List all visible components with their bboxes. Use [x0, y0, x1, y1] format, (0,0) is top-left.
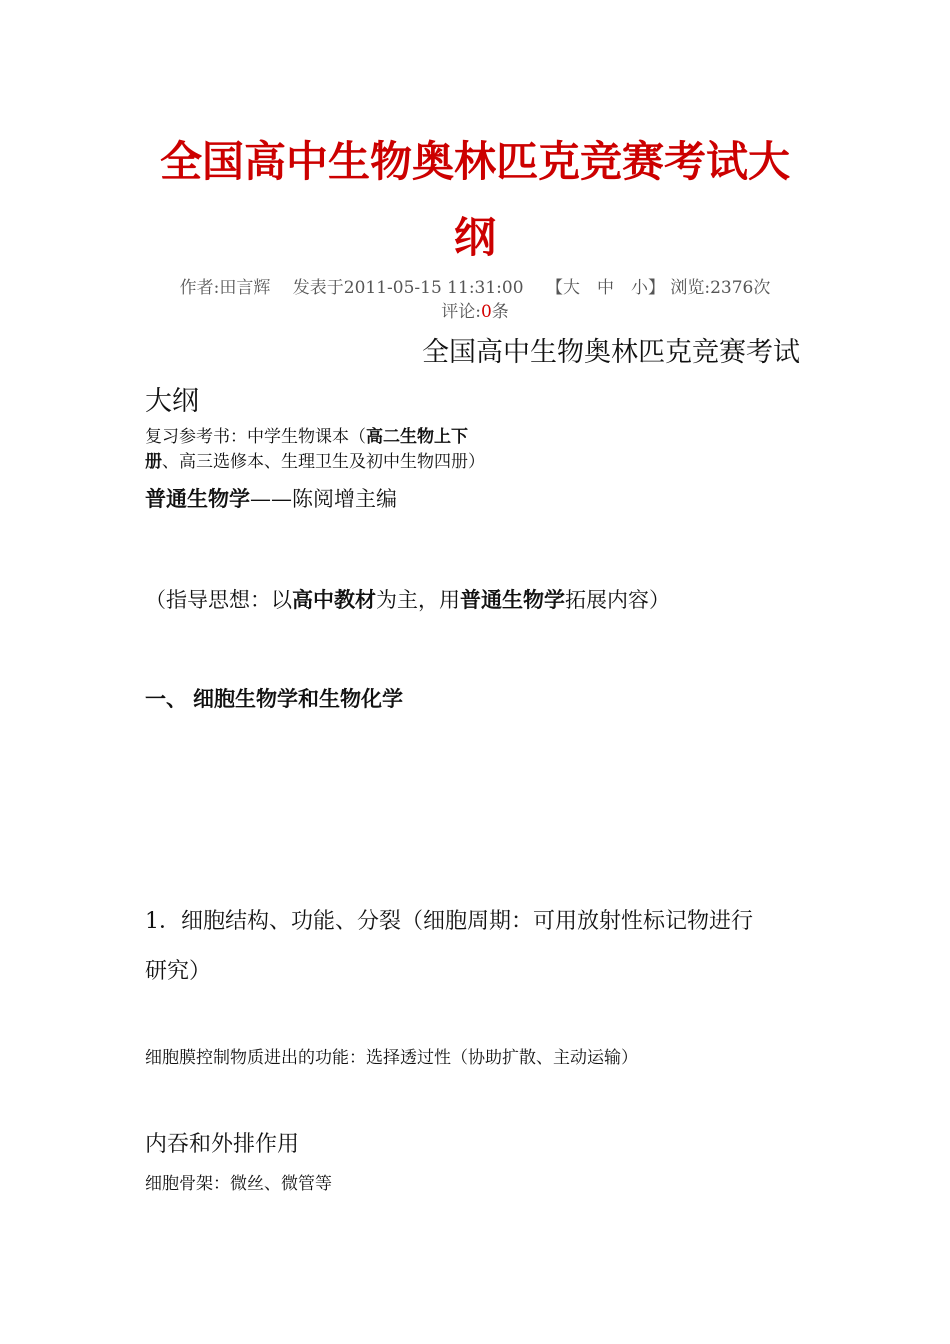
item1-line2: 研究）	[145, 959, 212, 984]
guideline	[145, 586, 670, 614]
guideline-part3: 拓展内容）	[565, 588, 670, 612]
comments-unit: 条	[491, 302, 509, 322]
item1-line1: 1．细胞结构、功能、分裂（细胞周期：可用放射性标记物进行	[145, 909, 753, 934]
reference-suffix: 、高三选修本、生理卫生及初中生物四册）	[162, 452, 485, 472]
cytoskeleton: 细胞骨架：微丝、微管等	[145, 1174, 332, 1194]
article-comments	[0, 300, 950, 324]
meta-published: 发表于2011-05-15 11:31:00	[292, 278, 524, 298]
article-meta	[0, 276, 950, 300]
guideline-bold2: 普通生物学	[460, 588, 565, 612]
general-biology-bold: 普通生物学	[145, 487, 250, 511]
section-number: 一、	[145, 687, 187, 711]
section-heading	[145, 685, 403, 713]
meta-author: 作者:田言辉	[179, 278, 271, 298]
comments-count[interactable]: 0	[480, 302, 492, 322]
endocytosis: 内吞和外排作用	[145, 1132, 300, 1157]
comments-label: 评论:	[441, 302, 481, 322]
general-biology-rest: ——陈阅增主编	[250, 487, 397, 511]
meta-views: 浏览:2376次	[670, 278, 771, 298]
membrane-function: 细胞膜控制物质进出的功能：选择透过性（协助扩散、主动运输）	[145, 1048, 638, 1068]
guideline-part2: 为主，用	[376, 588, 460, 612]
body-heading-line2: 大纲	[145, 386, 199, 417]
section-title: 细胞生物学和生物化学	[193, 687, 403, 711]
reference-books	[145, 425, 805, 475]
article-title-line2: 纲	[453, 213, 496, 262]
font-size-switch[interactable]: 【大 中 小】	[545, 278, 665, 298]
general-biology	[145, 485, 397, 513]
article-title-line1: 全国高中生物奥林匹克竞赛考试大	[159, 137, 790, 186]
reference-bold: 高二生物上下册	[145, 427, 468, 472]
reference-prefix: 复习参考书：中学生物课本（	[145, 427, 366, 447]
body-heading-line1: 全国高中生物奥林匹克竞赛考试	[422, 337, 800, 368]
guideline-part1: （指导思想：以	[145, 588, 292, 612]
guideline-bold1: 高中教材	[292, 588, 376, 612]
